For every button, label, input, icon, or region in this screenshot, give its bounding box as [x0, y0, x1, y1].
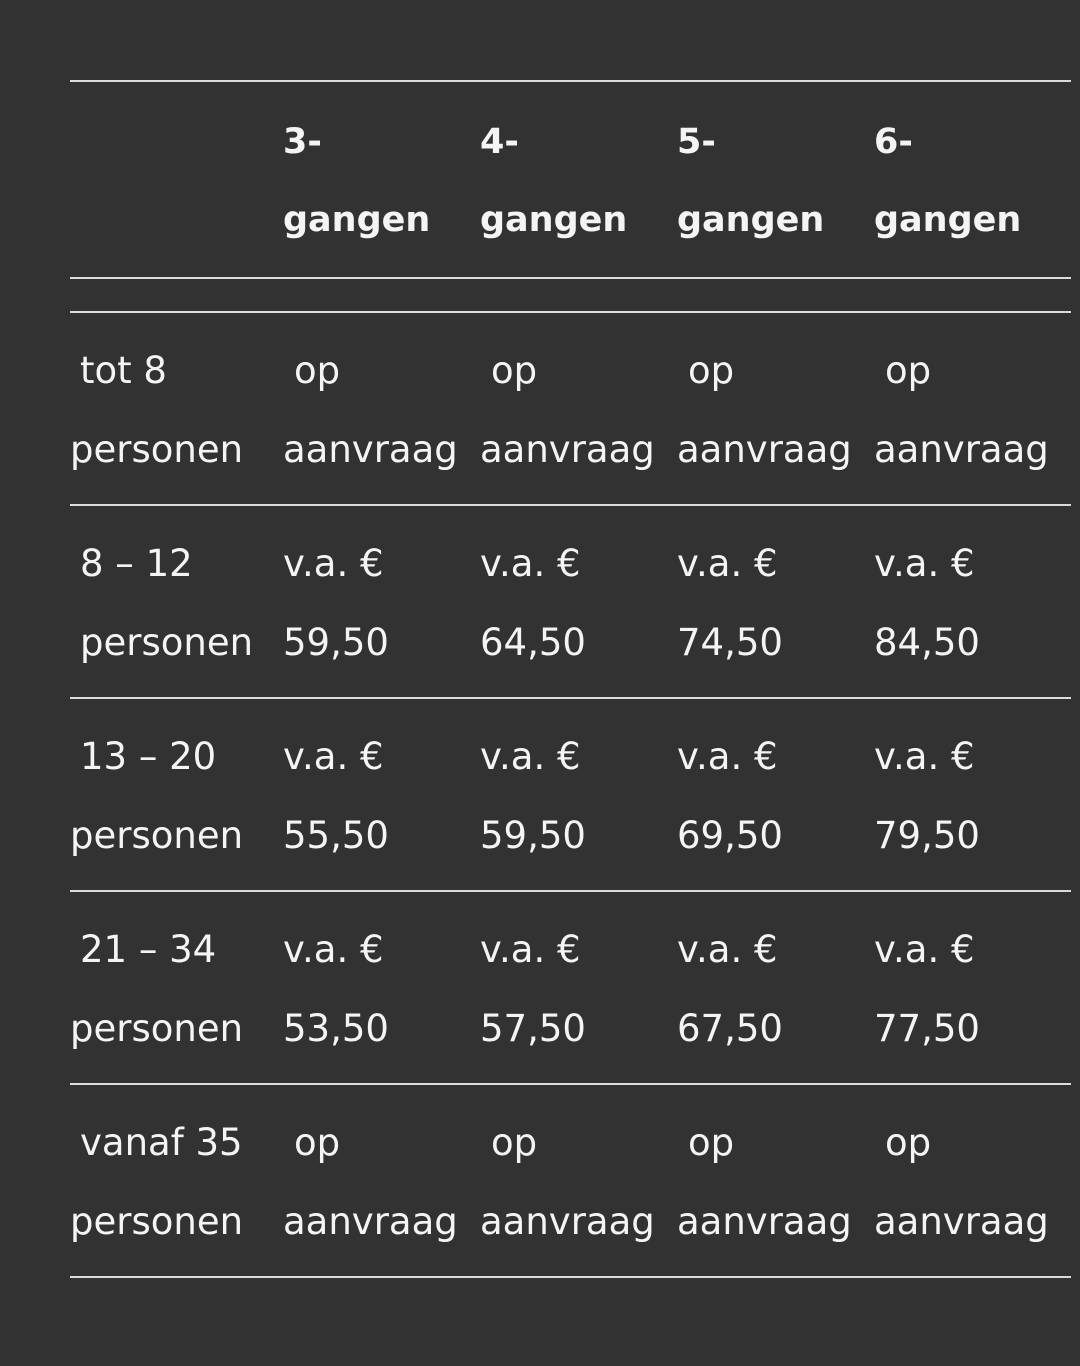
- price-value: 59,50: [283, 621, 389, 664]
- price-prefix: v.a. €: [874, 542, 975, 585]
- header-label-bottom: gangen: [480, 200, 628, 240]
- group-size-label: vanaf 35: [80, 1121, 243, 1164]
- header-label-top: 4-: [480, 122, 519, 162]
- table-row: [70, 1085, 1071, 1276]
- header-label-top: 3-: [283, 122, 322, 162]
- table-row: [70, 313, 1071, 504]
- group-size-unit: personen: [80, 621, 254, 664]
- price-value: aanvraag: [283, 1200, 458, 1243]
- header-label-bottom: gangen: [283, 200, 431, 240]
- table-spacer: [70, 279, 1071, 311]
- price-value: aanvraag: [283, 428, 458, 471]
- header-label-top: 5-: [677, 122, 716, 162]
- table-header-row: [70, 82, 1071, 277]
- price-value: 55,50: [283, 814, 389, 857]
- price-value: aanvraag: [677, 428, 852, 471]
- price-prefix: v.a. €: [874, 735, 975, 778]
- group-size-unit: personen: [70, 1007, 244, 1050]
- group-size-unit: personen: [70, 428, 244, 471]
- price-prefix: op: [688, 1121, 735, 1164]
- price-prefix: op: [294, 1121, 341, 1164]
- price-value: aanvraag: [874, 428, 1049, 471]
- price-prefix: v.a. €: [874, 928, 975, 971]
- price-prefix: op: [294, 349, 341, 392]
- price-prefix: v.a. €: [283, 735, 384, 778]
- table-row: [70, 506, 1071, 697]
- group-size-label: 8 – 12: [80, 542, 193, 585]
- price-value: aanvraag: [480, 1200, 655, 1243]
- price-prefix: v.a. €: [480, 928, 581, 971]
- group-size-label: tot 8: [80, 349, 167, 392]
- price-value: 77,50: [874, 1007, 980, 1050]
- table-row: [70, 892, 1071, 1083]
- group-size-label: 21 – 34: [80, 928, 217, 971]
- price-value: 69,50: [677, 814, 783, 857]
- price-value: aanvraag: [677, 1200, 852, 1243]
- price-prefix: v.a. €: [283, 542, 384, 585]
- price-prefix: v.a. €: [677, 735, 778, 778]
- price-value: 59,50: [480, 814, 586, 857]
- price-prefix: v.a. €: [677, 928, 778, 971]
- price-value: 53,50: [283, 1007, 389, 1050]
- header-label-bottom: gangen: [677, 200, 825, 240]
- group-size-unit: personen: [70, 1200, 244, 1243]
- price-value: 67,50: [677, 1007, 783, 1050]
- group-size-label: 13 – 20: [80, 735, 217, 778]
- price-prefix: op: [688, 349, 735, 392]
- price-value: 84,50: [874, 621, 980, 664]
- price-value: 74,50: [677, 621, 783, 664]
- price-table: [70, 80, 1071, 1278]
- price-prefix: v.a. €: [283, 928, 384, 971]
- price-prefix: op: [885, 1121, 932, 1164]
- price-value: 57,50: [480, 1007, 586, 1050]
- price-prefix: op: [491, 1121, 538, 1164]
- header-label-top: 6-: [874, 122, 913, 162]
- price-value: 64,50: [480, 621, 586, 664]
- group-size-unit: personen: [70, 814, 244, 857]
- price-value: aanvraag: [480, 428, 655, 471]
- table-rule-bottom: [70, 1276, 1071, 1278]
- price-value: aanvraag: [874, 1200, 1049, 1243]
- price-prefix: v.a. €: [480, 542, 581, 585]
- table-row: [70, 699, 1071, 890]
- header-label-bottom: gangen: [874, 200, 1022, 240]
- price-value: 79,50: [874, 814, 980, 857]
- price-prefix: v.a. €: [677, 542, 778, 585]
- price-prefix: v.a. €: [480, 735, 581, 778]
- price-prefix: op: [885, 349, 932, 392]
- price-prefix: op: [491, 349, 538, 392]
